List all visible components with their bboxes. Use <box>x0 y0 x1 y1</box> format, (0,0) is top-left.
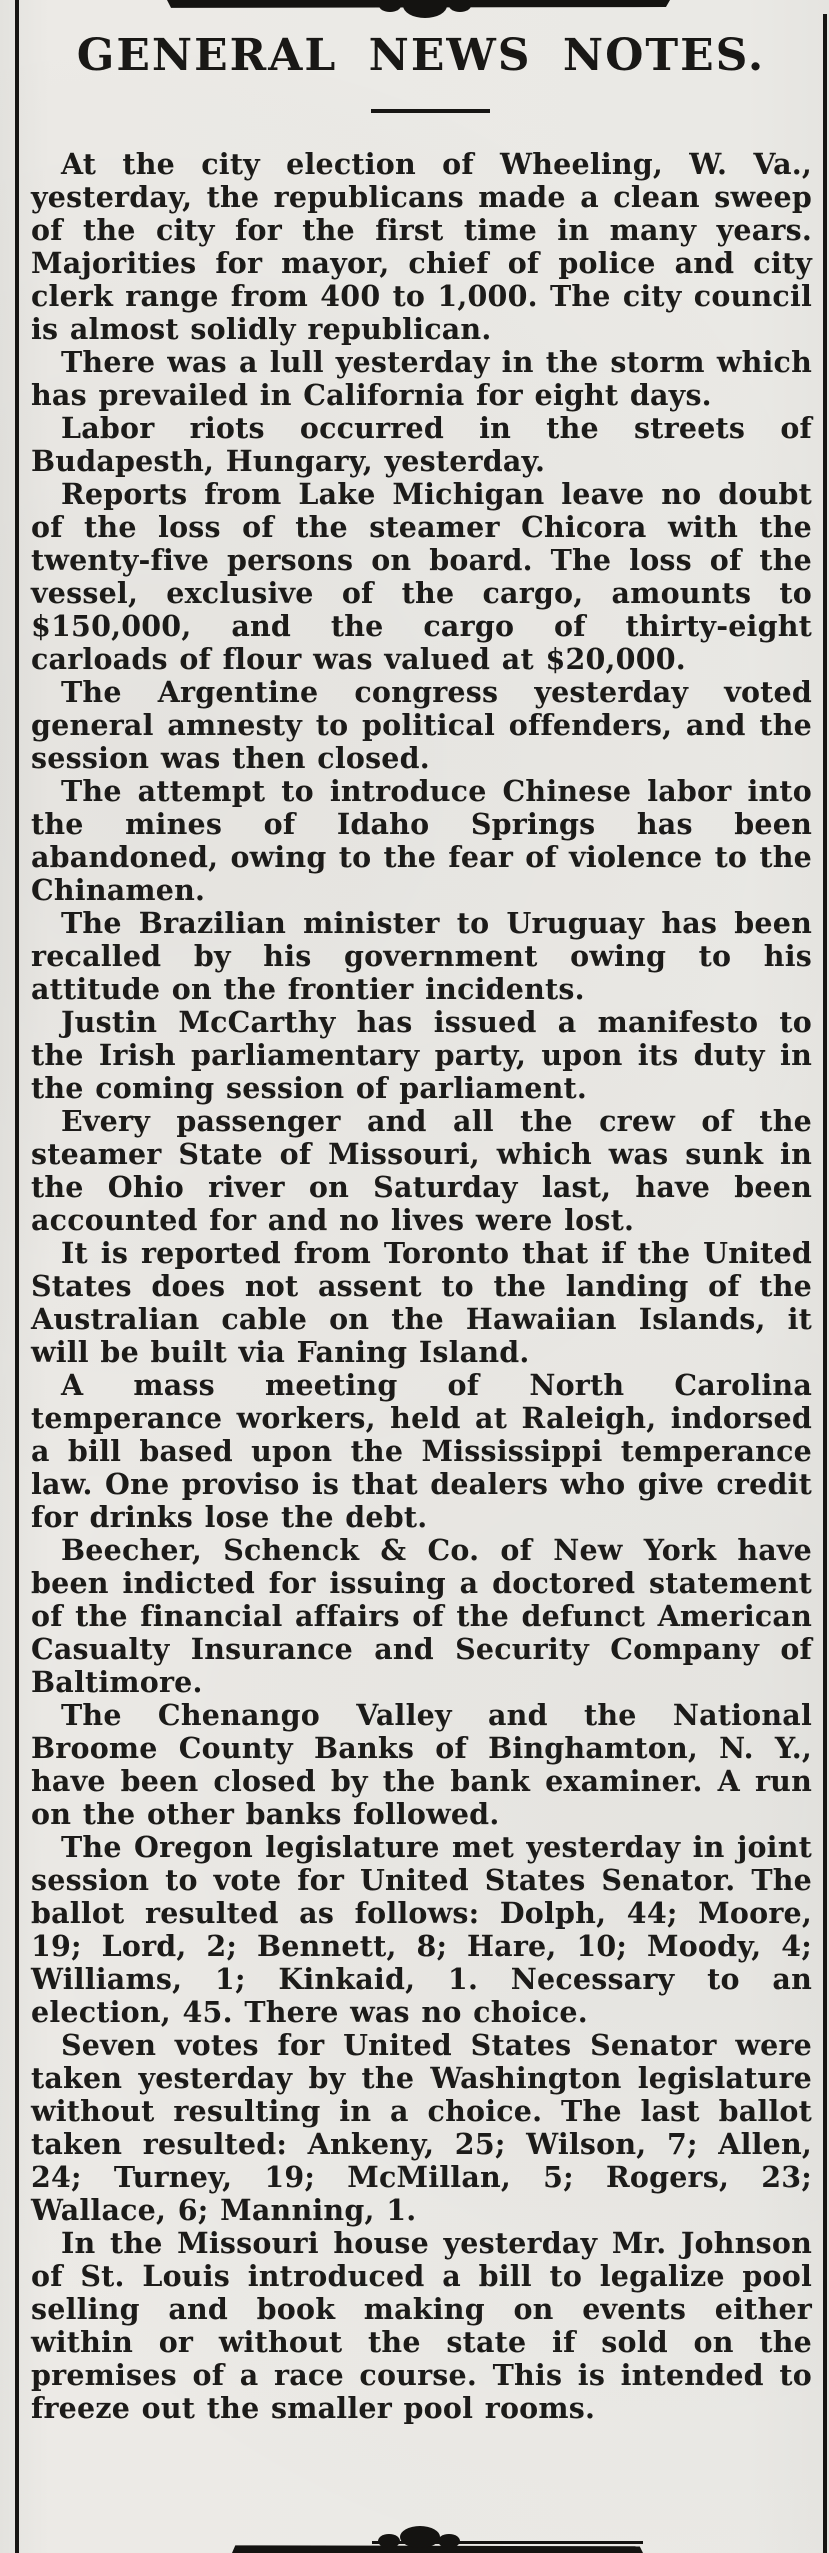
article-paragraph: The Chenango Valley and the National Broome County Banks of Binghamton, N. Y., have been closed by the bank examiner. A run on the other banks followed. <box>31 1698 812 1831</box>
article-paragraph: Reports from Lake Michigan leave no doubt of the loss of the steamer Chicora with the twenty-five persons on board. The loss of the vessel, exclusive of the cargo, amounts to $150,000, and the cargo of thirty-eight carloads of flour was valued at $20,000. <box>31 477 812 676</box>
article-paragraph: Every passenger and all the crew of the steamer State of Missouri, which was sunk in the Ohio river on Saturday last, have been accounted for and no lives were lost. <box>31 1104 812 1237</box>
article-paragraph: Seven votes for United States Senator were taken yesterday by the Washington legislature without resulting in a choice. The last ballot taken resulted: Ankeny, 25; Wilson, 7; Allen, 24; Turney, 19; McMillan, 5; Rogers, 23; Wallace, 6; Manning, 1. <box>31 2028 812 2227</box>
article-paragraph: The attempt to introduce Chinese labor into the mines of Idaho Springs has been abandoned, owing to the fear of violence to the Chinamen. <box>31 774 812 907</box>
column-rule-right <box>823 14 827 2553</box>
article-paragraph: At the city election of Wheeling, W. Va., yesterday, the republicans made a clean sweep of the city for the first time in many years. Majorities for mayor, chief of police and city clerk range from 400 to 1,000. The city council is almost solidly republican. <box>31 147 812 346</box>
article-paragraph: It is reported from Toronto that if the United States does not assent to the landing of the Australian cable on the Hawaiian Islands, it will be built via Faning Island. <box>31 1236 812 1369</box>
article-paragraph: The Brazilian minister to Uruguay has been recalled by his government owing to his attitude on the frontier incidents. <box>31 906 812 1006</box>
article-paragraph: Justin McCarthy has issued a manifesto to the Irish parliamentary party, upon its duty in the coming session of parliament. <box>31 1005 812 1105</box>
bottom-divider-ornament-icon <box>438 2534 460 2548</box>
bottom-section-divider <box>232 2529 643 2553</box>
top-section-divider <box>167 0 670 22</box>
bottom-divider-ornament-icon <box>400 2526 440 2548</box>
top-divider-ornament-icon <box>403 0 447 18</box>
article-paragraph: A mass meeting of North Carolina temperance workers, held at Raleigh, indorsed a bill based upon the Mississippi temperance law. One proviso is that dealers who give credit for drinks lose the debt. <box>31 1368 812 1534</box>
article-paragraph: In the Missouri house yesterday Mr. Johnson of St. Louis introduced a bill to legalize pool selling and book making on events either within or without the state if sold on the premises of a race course. This is intended to freeze out the smaller pool rooms. <box>31 2226 812 2425</box>
article-paragraph: Labor riots occurred in the streets of Budapesth, Hungary, yesterday. <box>31 411 812 478</box>
top-divider-ornament-icon <box>379 0 401 12</box>
article-body <box>31 148 812 2425</box>
top-divider-ornament-icon <box>449 0 471 12</box>
bottom-divider-ornament-icon <box>378 2534 400 2548</box>
headline-underline-rule <box>371 109 490 113</box>
article-paragraph: The Oregon legislature met yesterday in joint session to vote for United States Senator. The ballot resulted as follows: Dolph, 44; Moore, 19; Lord, 2; Bennett, 8; Hare, 10; Moody, 4; Williams, 1; Kinkaid, 1. Necessary to an election, 45. There was no choice. <box>31 1830 812 2029</box>
article-paragraph: There was a lull yesterday in the storm which has prevailed in California for eight days. <box>31 345 812 412</box>
article-paragraph: Beecher, Schenck & Co. of New York have been indicted for issuing a doctored statement of the financial affairs of the defunct American Casualty Insurance and Security Company of Baltimore. <box>31 1533 812 1699</box>
column-rule-left <box>15 0 19 2553</box>
article-headline: GENERAL NEWS NOTES. <box>76 30 766 81</box>
article-paragraph: The Argentine congress yesterday voted general amnesty to political offenders, and the session was then closed. <box>31 675 812 775</box>
bottom-divider-bar <box>232 2544 643 2553</box>
